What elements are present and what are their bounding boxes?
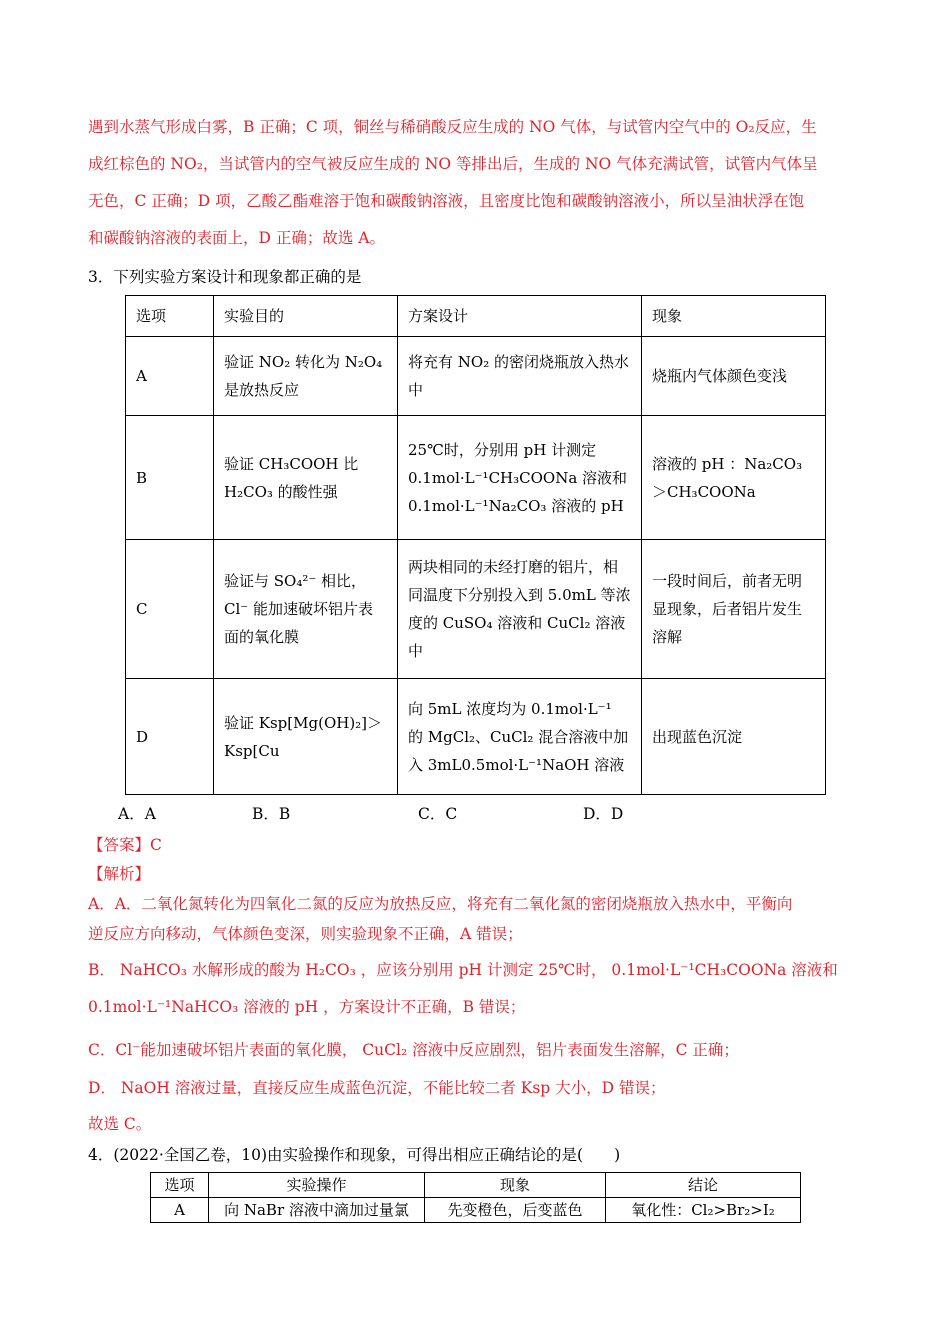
table-row [126, 679, 826, 795]
question-4-title: 4．(2022·全国乙卷，10)由实验操作和现象，可得出相应正确结论的是( ) [88, 1146, 621, 1164]
row-conclusion: 氧化性：Cl₂>Br₂>I₂ [606, 1198, 801, 1223]
question-3-title: 3．下列实验方案设计和现象都正确的是 [88, 268, 362, 286]
row-option: A [151, 1198, 209, 1223]
row-design: 将充有 NO₂ 的密闭烧瓶放入热水中 [398, 337, 642, 416]
analysis-label: 【解析】 [88, 865, 151, 883]
prev-explanation-line: 遇到水蒸气形成白雾，B 正确；C 项，铜丝与稀硝酸反应生成的 NO 气体，与试管内空气中的 O₂反应，生 [88, 118, 817, 136]
choice-a: A．A [118, 805, 156, 823]
header-purpose: 实验目的 [214, 296, 398, 337]
header-operation: 实验操作 [209, 1173, 425, 1198]
table-row [126, 337, 826, 416]
prev-explanation-line: 无色，C 正确；D 项，乙酸乙酯难溶于饱和碳酸钠溶液，且密度比饱和碳酸钠溶液小，所以呈油状浮在饱 [88, 192, 805, 210]
table-row [126, 540, 826, 679]
row-option: B [126, 416, 214, 540]
row-option: A [126, 337, 214, 416]
row-design: 25℃时，分别用 pH 计测定 0.1mol·L⁻¹CH₃COONa 溶液和 0.1mol·L⁻¹Na₂CO₃ 溶液的 pH [398, 416, 642, 540]
row-option: D [126, 679, 214, 795]
prev-explanation-line: 和碳酸钠溶液的表面上，D 正确；故选 A。 [88, 229, 385, 247]
answer-label: 【答案】C [88, 836, 162, 854]
prev-explanation [88, 109, 858, 257]
row-phenomenon: 一段时间后，前者无明显现象，后者铝片发生溶解 [642, 540, 826, 679]
table-row [126, 416, 826, 540]
header-design: 方案设计 [398, 296, 642, 337]
row-operation: 向 NaBr 溶液中滴加过量氯 [209, 1198, 425, 1223]
analysis-d-line: D． NaOH 溶液过量，直接反应生成蓝色沉淀，不能比较二者 Ksp 大小，D 错误； [88, 1079, 666, 1097]
header-phenomenon: 现象 [642, 296, 826, 337]
header-option: 选项 [151, 1173, 209, 1198]
question-4-table [150, 1172, 801, 1223]
header-option: 选项 [126, 296, 214, 337]
table-header-row [126, 296, 826, 337]
question-3-table [125, 295, 826, 795]
choice-b: B．B [252, 805, 291, 823]
header-phenomenon: 现象 [425, 1173, 606, 1198]
analysis-c-line: C．Cl⁻能加速破坏铝片表面的氧化膜， CuCl₂ 溶液中反应剧烈，铝片表面发生溶解，C 正确； [88, 1041, 739, 1059]
row-purpose: 验证与 SO₄²⁻ 相比，Cl⁻ 能加速破坏铝片表面的氧化膜 [214, 540, 398, 679]
row-option: C [126, 540, 214, 679]
choice-d: D．D [583, 805, 624, 823]
analysis-a-line: A．A．二氧化氮转化为四氧化二氮的反应为放热反应，将充有二氧化氮的密闭烧瓶放入热水中，平衡向 [88, 895, 793, 913]
row-phenomenon: 先变橙色，后变蓝色 [425, 1198, 606, 1223]
table-header-row [151, 1173, 801, 1198]
row-phenomenon: 出现蓝色沉淀 [642, 679, 826, 795]
row-purpose: 验证 CH₃COOH 比 H₂CO₃ 的酸性强 [214, 416, 398, 540]
row-phenomenon: 烧瓶内气体颜色变浅 [642, 337, 826, 416]
table-row [151, 1198, 801, 1223]
row-design: 向 5mL 浓度均为 0.1mol·L⁻¹ 的 MgCl₂、CuCl₂ 混合溶液中加入 3mL0.5mol·L⁻¹NaOH 溶液 [398, 679, 642, 795]
row-purpose: 验证 Ksp[Mg(OH)₂]＞Ksp[Cu [214, 679, 398, 795]
header-conclusion: 结论 [606, 1173, 801, 1198]
analysis-b-line: B． NaHCO₃ 水解形成的酸为 H₂CO₃ ，应该分别用 pH 计测定 25℃时， 0.1mol·L⁻¹CH₃COONa 溶液和 [88, 961, 838, 979]
analysis-b-line: 0.1mol·L⁻¹NaHCO₃ 溶液的 pH ，方案设计不正确，B 错误； [88, 998, 526, 1016]
row-purpose: 验证 NO₂ 转化为 N₂O₄ 是放热反应 [214, 337, 398, 416]
analysis-a-line: 逆反应方向移动，气体颜色变深，则实验现象不正确，A 错误； [88, 925, 523, 943]
choice-c: C．C [418, 805, 458, 823]
row-phenomenon: 溶液的 pH ：Na₂CO₃＞CH₃COONa [642, 416, 826, 540]
prev-explanation-line: 成红棕色的 NO₂，当试管内的空气被反应生成的 NO 等排出后，生成的 NO 气体充满试管，试管内气体呈 [88, 155, 818, 173]
row-design: 两块相同的未经打磨的铝片，相同温度下分别投入到 5.0mL 等浓度的 CuSO₄ 溶液和 CuCl₂ 溶液中 [398, 540, 642, 679]
analysis-conclusion: 故选 C。 [88, 1115, 152, 1133]
